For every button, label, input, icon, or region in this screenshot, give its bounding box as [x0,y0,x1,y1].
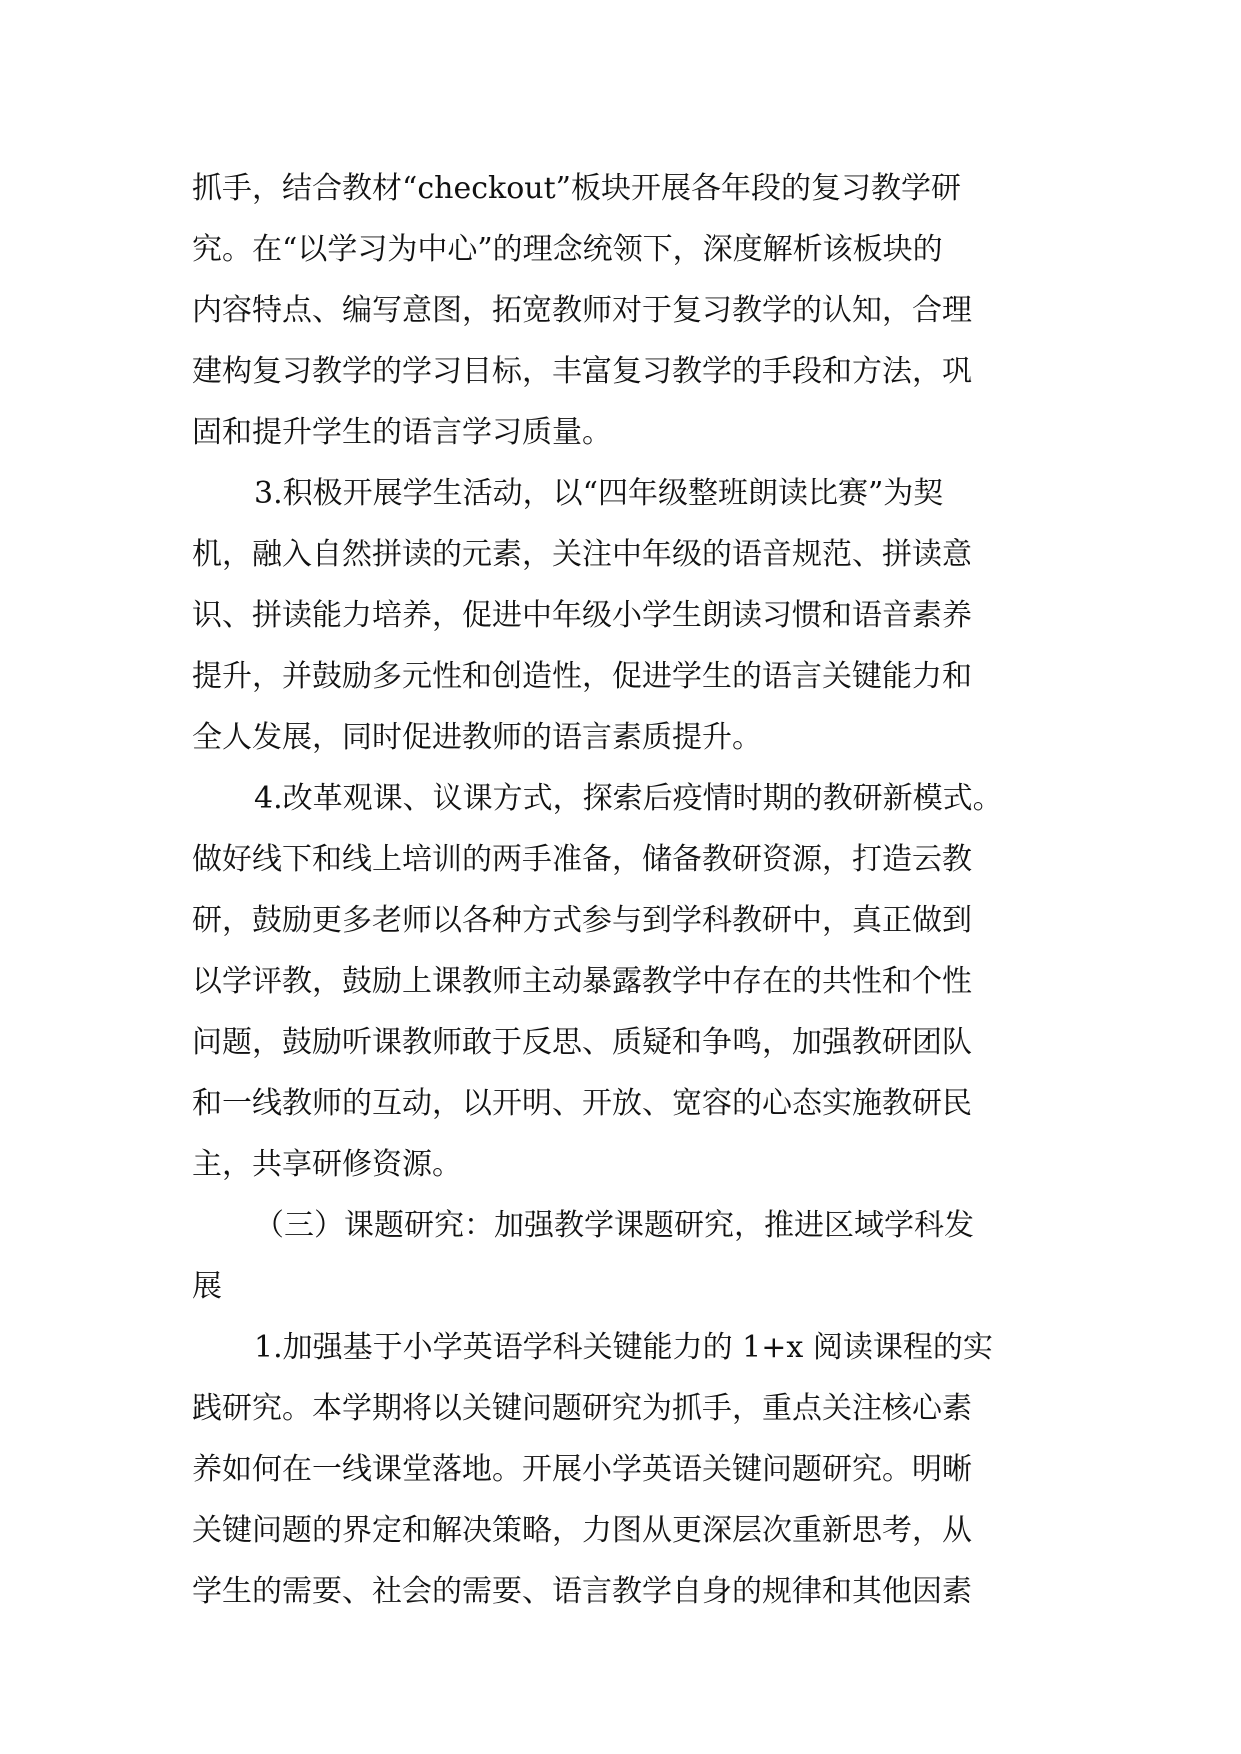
section-heading-line: 展 [192,1269,222,1304]
text-line: 养如何在一线课堂落地。开展小学英语关键问题研究。明晰 [192,1452,972,1487]
paragraph-start-line: 4.改革观课、议课方式，探索后疫情时期的教研新模式。 [254,781,1003,816]
paragraph-start-line: 3.积极开展学生活动，以“四年级整班朗读比赛”为契 [254,476,944,511]
text-line: 全人发展，同时促进教师的语言素质提升。 [192,720,762,755]
document-body [192,158,1052,1622]
text-line: 究。在“以学习为中心”的理念统领下，深度解析该板块的 [192,232,943,267]
text-line: 主，共享研修资源。 [192,1147,462,1182]
text-line: 机，融入自然拼读的元素，关注中年级的语音规范、拼读意 [192,537,972,572]
text-line: 抓手，结合教材“checkout”板块开展各年段的复习教学研 [192,171,961,206]
text-line: 提升，并鼓励多元性和创造性，促进学生的语言关键能力和 [192,659,972,694]
section-heading-line: （三）课题研究：加强教学课题研究，推进区域学科发 [254,1208,974,1243]
text-line: 识、拼读能力培养，促进中年级小学生朗读习惯和语音素养 [192,598,972,633]
text-line: 内容特点、编写意图，拓宽教师对于复习教学的认知，合理 [192,293,972,328]
text-line: 践研究。本学期将以关键问题研究为抓手，重点关注核心素 [192,1391,972,1426]
text-line: 关键问题的界定和解决策略，力图从更深层次重新思考，从 [192,1513,972,1548]
text-line: 问题，鼓励听课教师敢于反思、质疑和争鸣，加强教研团队 [192,1025,972,1060]
text-line: 固和提升学生的语言学习质量。 [192,415,612,450]
text-line: 和一线教师的互动，以开明、开放、宽容的心态实施教研民 [192,1086,972,1121]
text-line: 以学评教，鼓励上课教师主动暴露教学中存在的共性和个性 [192,964,972,999]
paragraph-start-line: 1.加强基于小学英语学科关键能力的 1+x 阅读课程的实 [254,1330,993,1365]
text-line: 研，鼓励更多老师以各种方式参与到学科教研中，真正做到 [192,903,972,938]
text-line: 建构复习教学的学习目标，丰富复习教学的手段和方法，巩 [192,354,972,389]
text-line: 学生的需要、社会的需要、语言教学自身的规律和其他因素 [192,1574,972,1609]
text-line: 做好线下和线上培训的两手准备，储备教研资源，打造云教 [192,842,972,877]
